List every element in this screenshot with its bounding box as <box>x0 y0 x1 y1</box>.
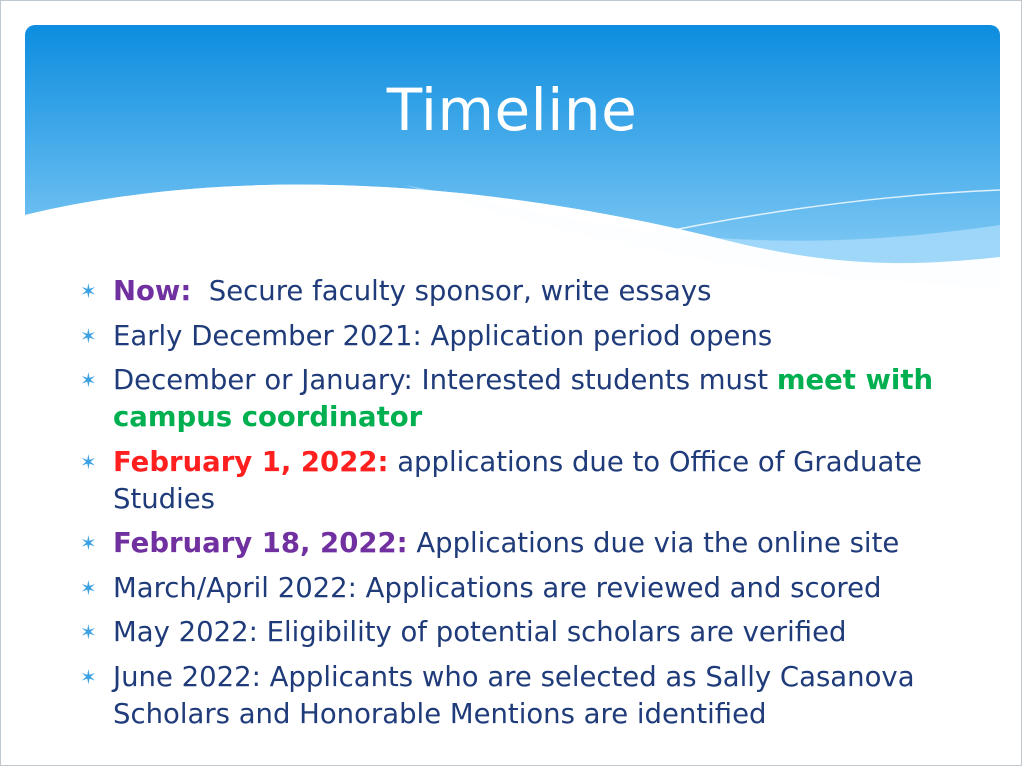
slide-header-banner <box>25 25 1000 287</box>
star-bullet-icon: ✶ <box>80 279 97 303</box>
star-bullet-icon: ✶ <box>80 368 97 392</box>
slide-title: Timeline <box>386 76 638 144</box>
star-bullet-icon: ✶ <box>80 575 97 600</box>
list-item <box>80 318 985 355</box>
list-item <box>80 525 985 562</box>
bullet-lead: February 18, 2022: <box>113 527 408 559</box>
list-item <box>80 570 985 607</box>
bullet-text: June 2022: Applicants who are selected as Sally Casanova Scholars and Honorable Mentions are identified <box>113 660 915 730</box>
bullet-text: applications due to Office of Graduate Studies <box>113 445 923 515</box>
star-bullet-icon: ✶ <box>80 620 97 644</box>
list-item <box>80 273 985 310</box>
bullet-text: March/April 2022: Applications are reviewed and scored <box>113 571 882 604</box>
list-item <box>80 362 985 436</box>
bullet-lead: Now: <box>113 275 192 307</box>
bullet-text: May 2022: Eligibility of potential scholars are verified <box>113 616 847 648</box>
bullet-lead: February 1, 2022: <box>113 445 389 478</box>
star-bullet-icon: ✶ <box>80 449 97 474</box>
star-bullet-icon: ✶ <box>80 323 97 348</box>
star-bullet-icon: ✶ <box>80 664 97 689</box>
list-item <box>80 444 985 518</box>
header-wave-graphic <box>25 25 1000 287</box>
bullet-text: Early December 2021: Application period opens <box>113 319 773 352</box>
bullet-text: December or January: Interested students must <box>113 364 777 396</box>
bullet-text: Applications due via the online site <box>407 527 900 559</box>
star-bullet-icon: ✶ <box>80 531 97 555</box>
bullet-text: Secure faculty sponsor, write essays <box>191 275 712 307</box>
timeline-bullet-list <box>80 273 985 740</box>
bullet-highlight: meet with campus coordinator <box>113 364 934 433</box>
list-item <box>80 659 985 733</box>
list-item <box>80 614 985 651</box>
